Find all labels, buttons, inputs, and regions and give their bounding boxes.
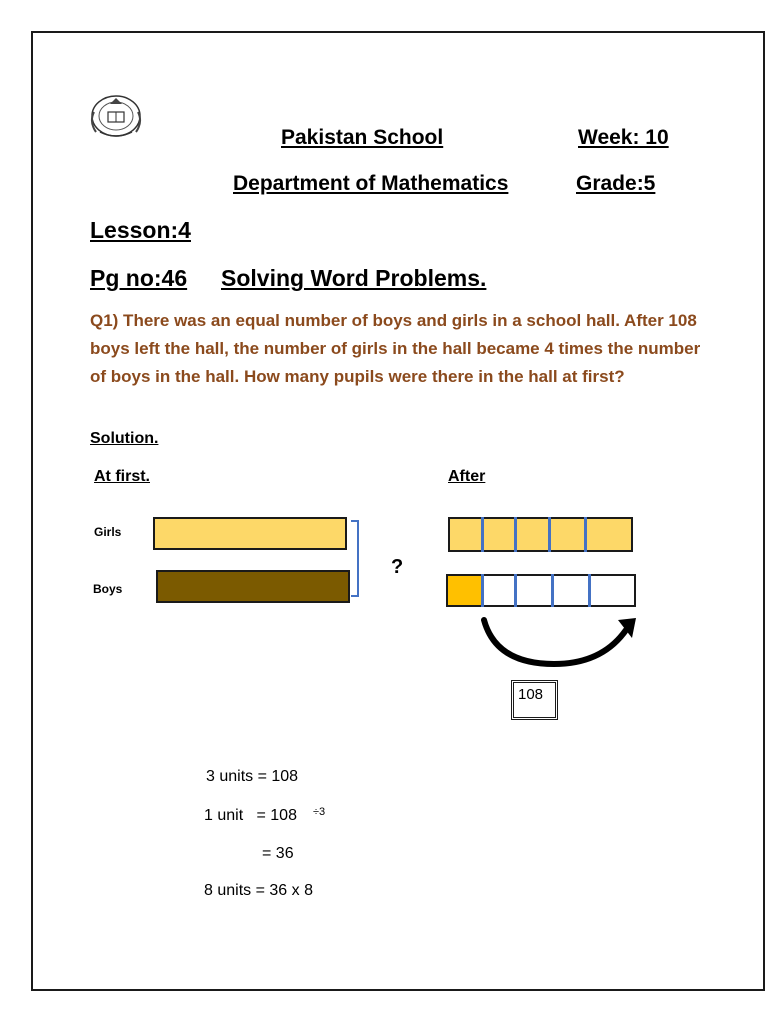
working-line-1: 3 units = 108	[206, 768, 299, 785]
after-label: After	[448, 468, 486, 485]
question-text: Q1) There was an equal number of boys and girls in a school hall. After 108 boys left the hall, the number of girls in the hall became 4 times the number of boys in the hall. How many pupils were there in the hall at first?	[90, 311, 701, 386]
working-line-2: 1 unit = 108	[204, 807, 297, 824]
boys-unit-divider	[551, 574, 554, 607]
page-reference: Pg no:46	[90, 265, 188, 291]
school-name: Pakistan School	[281, 126, 444, 149]
girls-unit-divider	[584, 517, 587, 552]
curved-arrow-icon	[476, 612, 640, 668]
grade-label: Grade:5	[576, 172, 656, 195]
girls-bar-at-first	[153, 517, 347, 550]
at-first-label: At first.	[94, 468, 150, 485]
solution-label: Solution.	[90, 430, 159, 447]
girls-unit-divider	[514, 517, 517, 552]
girls-label: Girls	[94, 525, 122, 539]
topic-title: Solving Word Problems.	[221, 265, 487, 291]
department-name: Department of Mathematics	[233, 172, 509, 195]
lesson-label: Lesson:4	[90, 217, 191, 243]
school-emblem-icon	[86, 92, 146, 142]
total-unknown: ?	[391, 556, 404, 578]
division-superscript: ÷3	[313, 806, 326, 818]
boys-left-value: 108	[518, 686, 544, 703]
girls-unit-divider	[548, 517, 551, 552]
boys-bar-at-first	[156, 570, 350, 603]
boys-unit-divider	[514, 574, 517, 607]
week-label: Week: 10	[578, 126, 669, 149]
boys-remaining-unit	[448, 576, 482, 605]
boys-unit-divider	[481, 574, 484, 607]
boys-label: Boys	[93, 582, 123, 596]
boys-unit-divider	[588, 574, 591, 607]
working-line-4: 8 units = 36 x 8	[204, 882, 313, 899]
total-bracket	[350, 520, 364, 598]
girls-unit-divider	[481, 517, 484, 552]
working-line-3: = 36	[262, 845, 294, 862]
girls-bar-after	[448, 517, 633, 552]
